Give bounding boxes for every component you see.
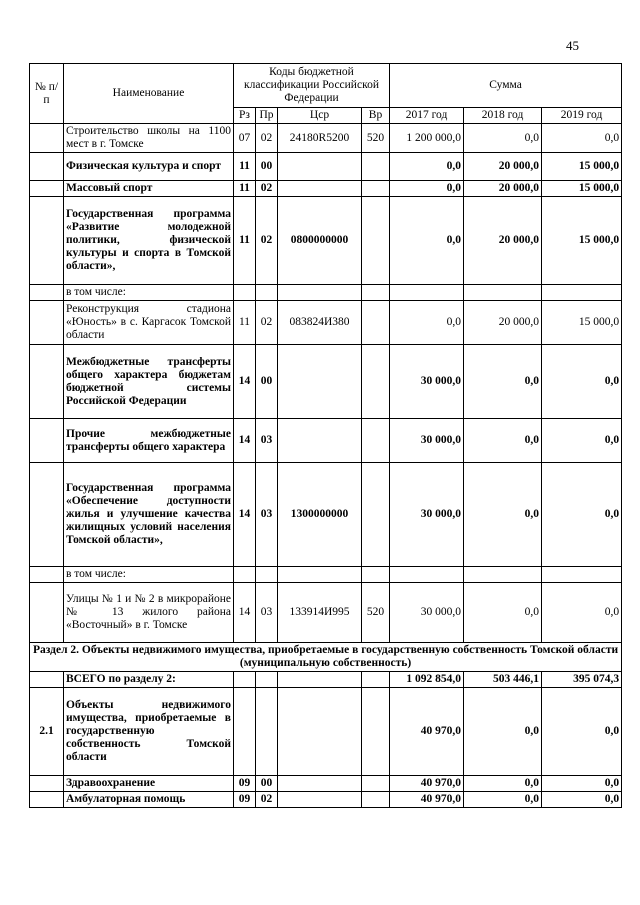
row-name: Объекты недвижимого имущества, приобретаемые в государственную собственность Томской области xyxy=(64,688,234,776)
table-row xyxy=(30,567,622,583)
row-name: Реконструкция стадиона «Юность» в с. Каргасок Томской области xyxy=(64,301,234,345)
row-pr: 02 xyxy=(256,197,278,285)
row-csr xyxy=(278,419,362,463)
row-vr xyxy=(362,181,390,197)
row-name: Государственная программа «Развитие молодежной политики, физической культуры и спорта в Томской области», xyxy=(64,197,234,285)
row-2019: 15 000,0 xyxy=(542,197,622,285)
row-rz: 09 xyxy=(234,792,256,808)
total-2019: 395 074,3 xyxy=(542,672,622,688)
row-pr xyxy=(256,688,278,776)
header-rz: Рз xyxy=(234,108,256,124)
row-csr: 24180R5200 xyxy=(278,124,362,153)
row-2019: 15 000,0 xyxy=(542,301,622,345)
row-name: Улицы № 1 и № 2 в микрорайоне № 13 жилого района «Восточный» в г. Томске xyxy=(64,583,234,643)
row-2017: 0,0 xyxy=(390,181,464,197)
row-2017: 40 970,0 xyxy=(390,688,464,776)
row-name: Государственная программа «Обеспечение доступности жилья и улучшение качества жилищных условий населения Томской области», xyxy=(64,463,234,567)
table-row xyxy=(30,776,622,792)
row-2017: 0,0 xyxy=(390,197,464,285)
header-row xyxy=(30,64,622,108)
row-2018: 20 000,0 xyxy=(464,301,542,345)
table-row xyxy=(30,124,622,153)
row-2019: 0,0 xyxy=(542,688,622,776)
row-csr: 133914И995 xyxy=(278,583,362,643)
row-vr xyxy=(362,345,390,419)
row-2019: 0,0 xyxy=(542,419,622,463)
row-name: Массовый спорт xyxy=(64,181,234,197)
row-name: Физическая культура и спорт xyxy=(64,153,234,181)
row-2018: 0,0 xyxy=(464,124,542,153)
row-2017: 0,0 xyxy=(390,153,464,181)
row-2017: 30 000,0 xyxy=(390,463,464,567)
row-2018: 0,0 xyxy=(464,688,542,776)
row-2019: 0,0 xyxy=(542,463,622,567)
section-row xyxy=(30,643,622,672)
row-name: Строительство школы на 1100 мест в г. Томске xyxy=(64,124,234,153)
row-rz: 11 xyxy=(234,181,256,197)
row-name: Здравоохранение xyxy=(64,776,234,792)
row-2018: 20 000,0 xyxy=(464,153,542,181)
row-2017: 30 000,0 xyxy=(390,583,464,643)
row-pr: 03 xyxy=(256,419,278,463)
header-num: № п/п xyxy=(30,64,64,124)
row-name: Межбюджетные трансферты общего характера бюджетам бюджетной системы Российской Федерации xyxy=(64,345,234,419)
row-rz: 14 xyxy=(234,345,256,419)
total-2017: 1 092 854,0 xyxy=(390,672,464,688)
row-vr: 520 xyxy=(362,583,390,643)
header-vr: Вр xyxy=(362,108,390,124)
row-2018: 0,0 xyxy=(464,776,542,792)
row-csr xyxy=(278,153,362,181)
row-name: в том числе: xyxy=(64,285,234,301)
row-vr: 520 xyxy=(362,124,390,153)
table-row xyxy=(30,301,622,345)
row-pr: 02 xyxy=(256,301,278,345)
table-row xyxy=(30,285,622,301)
budget-table xyxy=(29,63,622,808)
header-sum: Сумма xyxy=(390,64,622,108)
row-vr xyxy=(362,463,390,567)
row-name: Амбулаторная помощь xyxy=(64,792,234,808)
table-row xyxy=(30,463,622,567)
row-pr: 00 xyxy=(256,345,278,419)
page-number: 45 xyxy=(566,38,579,53)
row-rz: 11 xyxy=(234,301,256,345)
row-rz: 09 xyxy=(234,776,256,792)
header-pr: Пр xyxy=(256,108,278,124)
row-2019: 0,0 xyxy=(542,583,622,643)
row-2017: 0,0 xyxy=(390,301,464,345)
row-2018: 20 000,0 xyxy=(464,181,542,197)
row-vr xyxy=(362,792,390,808)
row-pr: 00 xyxy=(256,153,278,181)
row-2017: 40 970,0 xyxy=(390,776,464,792)
row-2019: 0,0 xyxy=(542,776,622,792)
table-row xyxy=(30,197,622,285)
row-rz: 11 xyxy=(234,153,256,181)
row-rz: 14 xyxy=(234,419,256,463)
header-csr: Цср xyxy=(278,108,362,124)
row-num: 2.1 xyxy=(30,688,64,776)
row-csr xyxy=(278,792,362,808)
row-rz xyxy=(234,688,256,776)
row-name: Прочие межбюджетные трансферты общего характера xyxy=(64,419,234,463)
table-row xyxy=(30,345,622,419)
row-csr xyxy=(278,776,362,792)
row-num xyxy=(30,792,64,808)
table-row xyxy=(30,181,622,197)
row-2019: 15 000,0 xyxy=(542,153,622,181)
table-row xyxy=(30,583,622,643)
row-2018: 0,0 xyxy=(464,583,542,643)
row-rz: 11 xyxy=(234,197,256,285)
row-csr: 0800000000 xyxy=(278,197,362,285)
row-csr xyxy=(278,345,362,419)
row-num xyxy=(30,776,64,792)
header-2017: 2017 год xyxy=(390,108,464,124)
header-2018: 2018 год xyxy=(464,108,542,124)
row-pr: 02 xyxy=(256,124,278,153)
row-2019: 0,0 xyxy=(542,345,622,419)
row-2017: 30 000,0 xyxy=(390,419,464,463)
total-row xyxy=(30,672,622,688)
section-title: Раздел 2. Объекты недвижимого имущества, приобретаемые в государственную собственность Томской области (муниципальную собственность) xyxy=(30,643,622,672)
row-2019: 0,0 xyxy=(542,792,622,808)
row-rz: 14 xyxy=(234,583,256,643)
row-vr xyxy=(362,419,390,463)
row-2017: 30 000,0 xyxy=(390,345,464,419)
row-rz: 07 xyxy=(234,124,256,153)
row-vr xyxy=(362,301,390,345)
row-2018: 0,0 xyxy=(464,792,542,808)
total-label: ВСЕГО по разделу 2: xyxy=(64,672,234,688)
row-rz: 14 xyxy=(234,463,256,567)
table-row xyxy=(30,153,622,181)
row-2017: 1 200 000,0 xyxy=(390,124,464,153)
row-vr xyxy=(362,153,390,181)
header-2019: 2019 год xyxy=(542,108,622,124)
row-pr: 00 xyxy=(256,776,278,792)
row-pr: 02 xyxy=(256,181,278,197)
row-vr xyxy=(362,776,390,792)
header-codes: Коды бюджетной классификации Российской Федерации xyxy=(234,64,390,108)
row-2019: 15 000,0 xyxy=(542,181,622,197)
row-vr xyxy=(362,688,390,776)
row-name: в том числе: xyxy=(64,567,234,583)
row-pr: 03 xyxy=(256,463,278,567)
row-csr xyxy=(278,181,362,197)
row-csr: 083824И380 xyxy=(278,301,362,345)
row-csr: 1300000000 xyxy=(278,463,362,567)
table-row xyxy=(30,688,622,776)
row-2018: 0,0 xyxy=(464,419,542,463)
row-2019: 0,0 xyxy=(542,124,622,153)
row-vr xyxy=(362,197,390,285)
table-row xyxy=(30,419,622,463)
row-2018: 20 000,0 xyxy=(464,197,542,285)
row-2018: 0,0 xyxy=(464,463,542,567)
row-pr: 02 xyxy=(256,792,278,808)
header-name: Наименование xyxy=(64,64,234,124)
row-2017: 40 970,0 xyxy=(390,792,464,808)
row-2018: 0,0 xyxy=(464,345,542,419)
row-pr: 03 xyxy=(256,583,278,643)
table-row xyxy=(30,792,622,808)
row-csr xyxy=(278,688,362,776)
total-2018: 503 446,1 xyxy=(464,672,542,688)
